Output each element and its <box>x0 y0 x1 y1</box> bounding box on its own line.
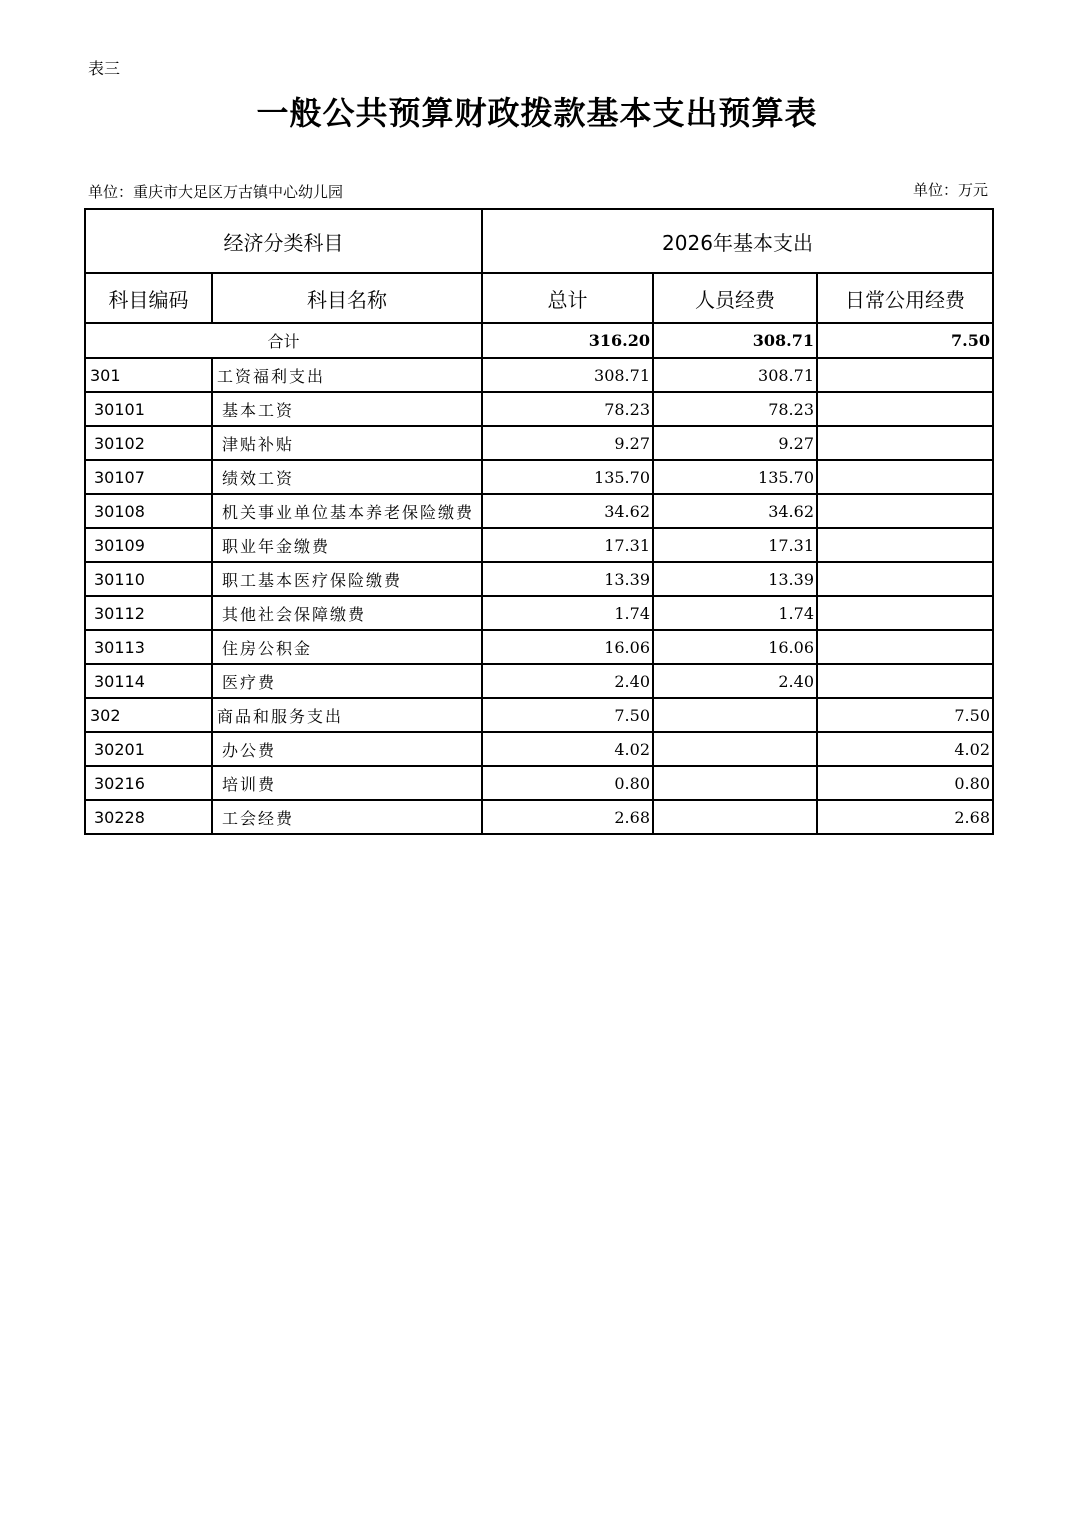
cell-public: 4.02 <box>817 732 993 766</box>
cell-code: 30114 <box>85 664 212 698</box>
cell-public <box>817 426 993 460</box>
table-row <box>85 800 993 834</box>
cell-name: 绩效工资 <box>212 460 482 494</box>
cell-personnel: 17.31 <box>653 528 817 562</box>
cell-name: 津贴补贴 <box>212 426 482 460</box>
cell-code: 30216 <box>85 766 212 800</box>
cell-personnel: 34.62 <box>653 494 817 528</box>
cell-code: 30102 <box>85 426 212 460</box>
cell-code: 30201 <box>85 732 212 766</box>
cell-code: 30113 <box>85 630 212 664</box>
table-row <box>85 698 993 732</box>
cell-name: 培训费 <box>212 766 482 800</box>
cell-personnel: 13.39 <box>653 562 817 596</box>
table-row <box>85 392 993 426</box>
cell-total: 0.80 <box>482 766 653 800</box>
table-row <box>85 562 993 596</box>
cell-public <box>817 528 993 562</box>
cell-name: 住房公积金 <box>212 630 482 664</box>
cell-name: 机关事业单位基本养老保险缴费 <box>212 494 482 528</box>
header-personnel: 人员经费 <box>653 273 817 323</box>
cell-public <box>817 630 993 664</box>
cell-personnel <box>653 698 817 732</box>
cell-public <box>817 460 993 494</box>
header-economic-classification: 经济分类科目 <box>85 209 482 273</box>
table-row <box>85 460 993 494</box>
cell-total: 13.39 <box>482 562 653 596</box>
table-row <box>85 358 993 392</box>
cell-public <box>817 664 993 698</box>
table-row <box>85 426 993 460</box>
cell-name: 工资福利支出 <box>212 358 482 392</box>
header-total: 总计 <box>482 273 653 323</box>
cell-personnel <box>653 732 817 766</box>
cell-public: 0.80 <box>817 766 993 800</box>
total-personnel: 308.71 <box>653 323 817 358</box>
cell-public: 7.50 <box>817 698 993 732</box>
cell-name: 其他社会保障缴费 <box>212 596 482 630</box>
table-row <box>85 596 993 630</box>
cell-public <box>817 596 993 630</box>
header-column-row <box>85 273 993 323</box>
cell-code: 30101 <box>85 392 212 426</box>
cell-code: 30107 <box>85 460 212 494</box>
cell-total: 7.50 <box>482 698 653 732</box>
header-public: 日常公用经费 <box>817 273 993 323</box>
table-row <box>85 732 993 766</box>
cell-personnel <box>653 766 817 800</box>
cell-total: 308.71 <box>482 358 653 392</box>
cell-personnel: 78.23 <box>653 392 817 426</box>
table-row <box>85 766 993 800</box>
total-row <box>85 323 993 358</box>
total-total: 316.20 <box>482 323 653 358</box>
unit-currency: 单位：万元 <box>912 181 988 199</box>
header-subject-code: 科目编码 <box>85 273 212 323</box>
cell-total: 17.31 <box>482 528 653 562</box>
cell-name: 医疗费 <box>212 664 482 698</box>
cell-total: 2.68 <box>482 800 653 834</box>
cell-total: 1.74 <box>482 596 653 630</box>
cell-public <box>817 562 993 596</box>
cell-name: 职业年金缴费 <box>212 528 482 562</box>
total-public: 7.50 <box>817 323 993 358</box>
table-row <box>85 528 993 562</box>
cell-public: 2.68 <box>817 800 993 834</box>
budget-table <box>84 208 994 835</box>
cell-personnel: 16.06 <box>653 630 817 664</box>
cell-code: 301 <box>85 358 212 392</box>
page-title: 一般公共预算财政拨款基本支出预算表 <box>256 94 818 132</box>
table-row <box>85 664 993 698</box>
cell-code: 302 <box>85 698 212 732</box>
cell-code: 30228 <box>85 800 212 834</box>
cell-personnel: 9.27 <box>653 426 817 460</box>
cell-name: 基本工资 <box>212 392 482 426</box>
cell-name: 商品和服务支出 <box>212 698 482 732</box>
cell-total: 9.27 <box>482 426 653 460</box>
cell-code: 30110 <box>85 562 212 596</box>
cell-public <box>817 494 993 528</box>
table-row <box>85 630 993 664</box>
unit-organization: 单位：重庆市大足区万古镇中心幼儿园 <box>88 183 344 201</box>
cell-name: 职工基本医疗保险缴费 <box>212 562 482 596</box>
cell-personnel: 2.40 <box>653 664 817 698</box>
cell-total: 2.40 <box>482 664 653 698</box>
cell-code: 30108 <box>85 494 212 528</box>
cell-personnel: 135.70 <box>653 460 817 494</box>
cell-name: 办公费 <box>212 732 482 766</box>
cell-name: 工会经费 <box>212 800 482 834</box>
cell-personnel: 1.74 <box>653 596 817 630</box>
total-label: 合计 <box>85 323 482 358</box>
cell-total: 16.06 <box>482 630 653 664</box>
cell-total: 34.62 <box>482 494 653 528</box>
header-subject-name: 科目名称 <box>212 273 482 323</box>
cell-code: 30112 <box>85 596 212 630</box>
table-row <box>85 494 993 528</box>
cell-total: 135.70 <box>482 460 653 494</box>
header-group-row <box>85 209 993 273</box>
header-basic-expenditure: 2026年基本支出 <box>482 209 993 273</box>
cell-total: 4.02 <box>482 732 653 766</box>
table-number: 表三 <box>88 59 121 78</box>
cell-public <box>817 392 993 426</box>
cell-personnel: 308.71 <box>653 358 817 392</box>
cell-code: 30109 <box>85 528 212 562</box>
cell-personnel <box>653 800 817 834</box>
cell-total: 78.23 <box>482 392 653 426</box>
cell-public <box>817 358 993 392</box>
